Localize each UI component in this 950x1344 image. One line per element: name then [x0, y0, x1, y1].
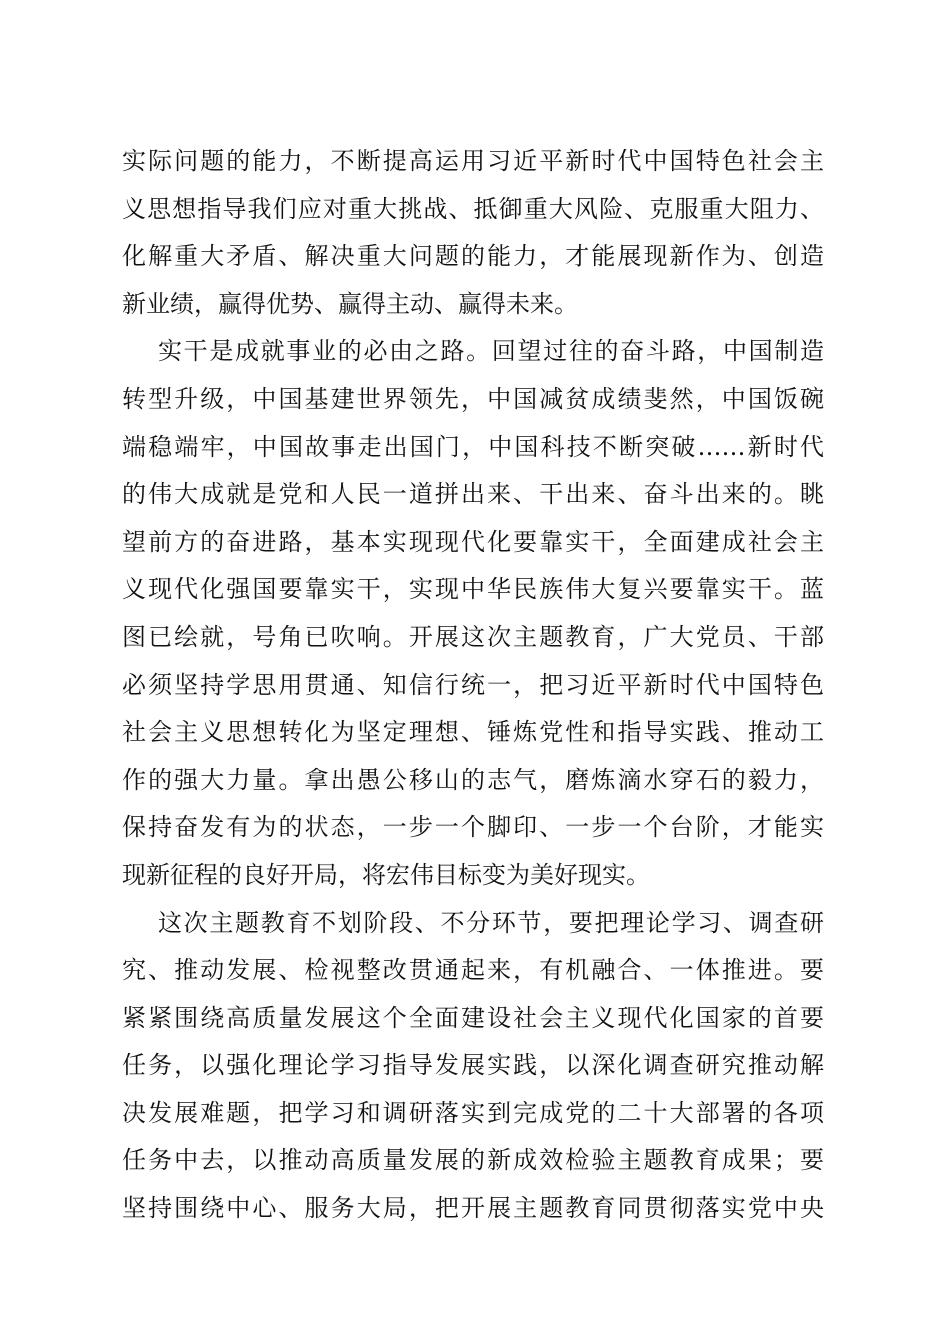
- paragraph-continuation: [122, 138, 824, 328]
- text-line: 任务，以强化理论学习指导发展实践，以深化调查研究推动解: [122, 1051, 824, 1080]
- text-line: 究、推动发展、检视整改贯通起来，有机融合、一体推进。要: [122, 956, 824, 985]
- text-line: 紧紧围绕高质量发展这个全面建设社会主义现代化国家的首要: [122, 1003, 824, 1032]
- text-line: 社会主义思想转化为坚定理想、锤炼党性和指导实践、推动工: [122, 718, 824, 747]
- text-line: 实干是成就事业的必由之路。回望过往的奋斗路，中国制造: [158, 337, 824, 366]
- paragraph-zhuti-jiaoyu: [122, 900, 824, 1233]
- text-line: 坚持围绕中心、服务大局，把开展主题教育同贯彻落实党中央: [122, 1194, 824, 1223]
- text-line: 决发展难题，把学习和调研落实到完成党的二十大部署的各项: [122, 1098, 824, 1127]
- text-line: 化解重大矛盾、解决重大问题的能力，才能展现新作为、创造: [122, 242, 824, 271]
- text-line: 这次主题教育不划阶段、不分环节，要把理论学习、调查研: [158, 908, 824, 937]
- text-line: 作的强大力量。拿出愚公移山的志气，磨炼滴水穿石的毅力，: [122, 765, 824, 794]
- text-line: 义思想指导我们应对重大挑战、抵御重大风险、克服重大阻力、: [122, 194, 824, 223]
- text-line: 望前方的奋进路，基本实现现代化要靠实干，全面建成社会主: [122, 527, 824, 556]
- text-line: 实际问题的能力，不断提高运用习近平新时代中国特色社会主: [122, 147, 824, 175]
- text-line: 转型升级，中国基建世界领先，中国减贫成绩斐然，中国饭碗: [122, 384, 824, 413]
- paragraph-shigan: [122, 328, 824, 899]
- text-line: 任务中去，以推动高质量发展的新成效检验主题教育成果；要: [122, 1146, 824, 1175]
- document-body: [122, 138, 824, 1233]
- text-line: 必须坚持学思用贯通、知信行统一，把习近平新时代中国特色: [122, 670, 824, 699]
- text-line: 的伟大成就是党和人民一道拼出来、干出来、奋斗出来的。眺: [122, 480, 824, 509]
- text-line: 图已绘就，号角已吹响。开展这次主题教育，广大党员、干部: [122, 622, 824, 651]
- text-line: 现新征程的良好开局，将宏伟目标变为美好现实。: [122, 860, 650, 889]
- text-line: 保持奋发有为的状态，一步一个脚印、一步一个台阶，才能实: [122, 813, 824, 842]
- text-line: 义现代化强国要靠实干，实现中华民族伟大复兴要靠实干。蓝: [122, 575, 824, 604]
- text-line: 新业绩，赢得优势、赢得主动、赢得未来。: [122, 289, 578, 318]
- text-line: 端稳端牢，中国故事走出国门，中国科技不断突破……新时代: [122, 432, 824, 461]
